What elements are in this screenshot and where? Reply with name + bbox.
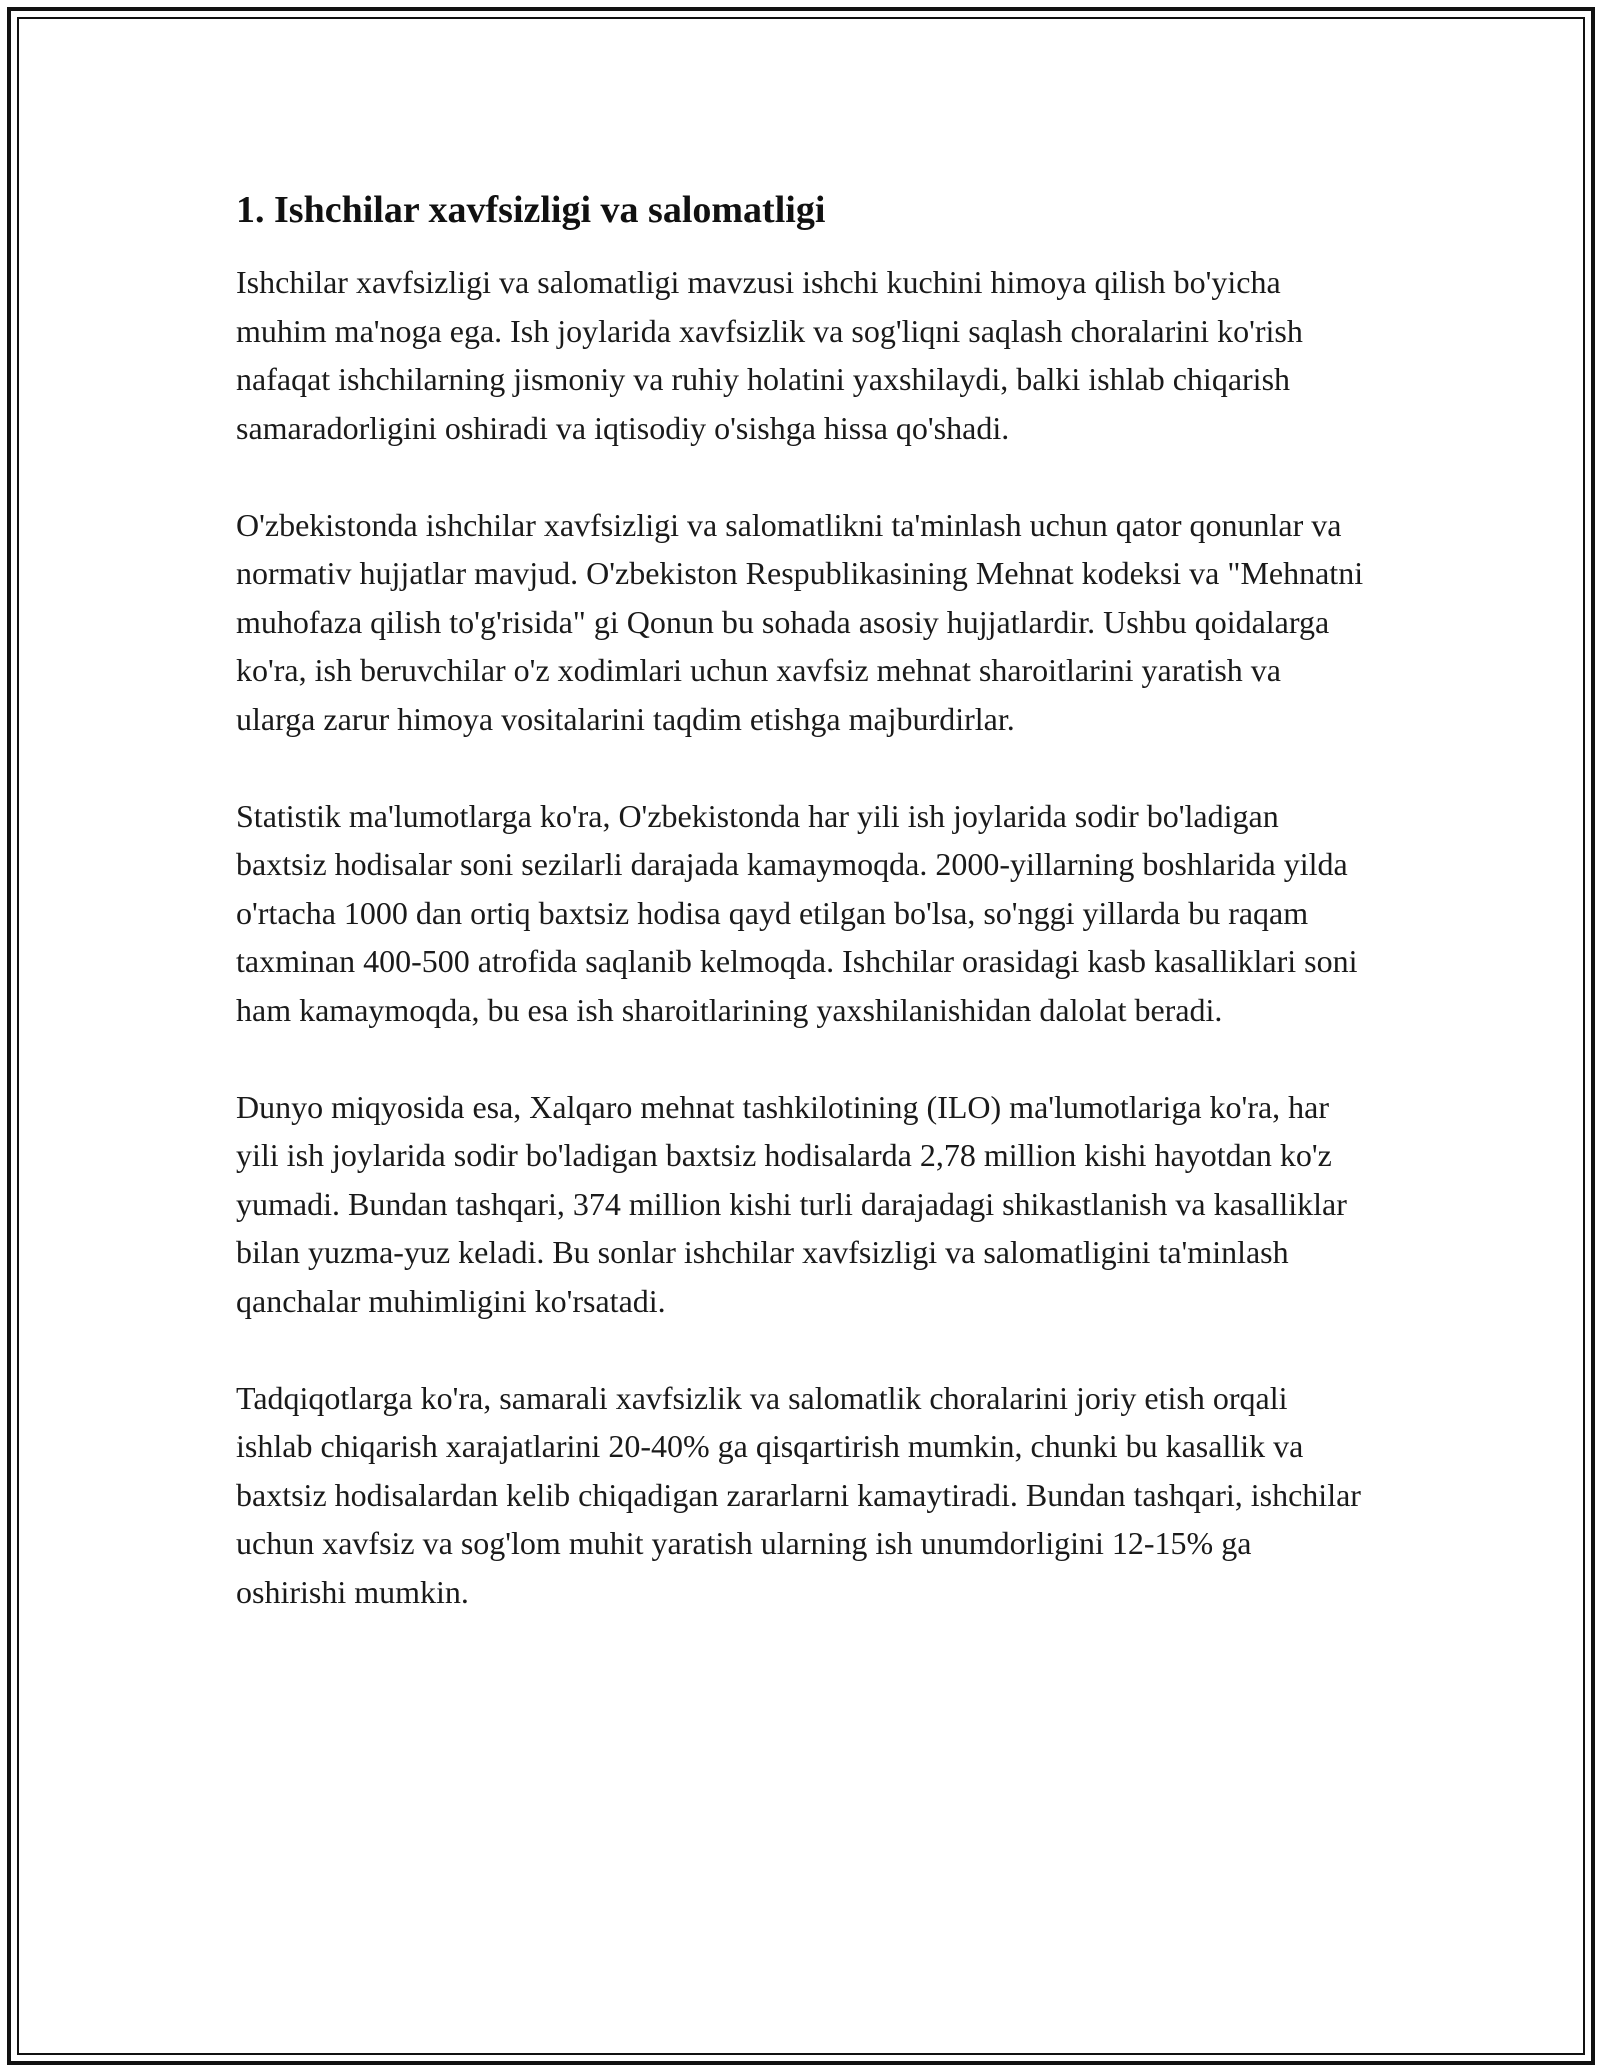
document-body	[236, 186, 1366, 1665]
paragraph-research-findings: Tadqiqotlarga ko'ra, samarali xavfsizlik va salomatlik choralarini joriy etish orqali ishlab chiqarish xarajatlarini 20-40% ga qisqartirish mumkin, chunki bu kasallik va baxtsiz hodisalardan kelib chiqadigan zararlarni kamaytiradi. Bundan tashqari, ishchilar uchun xavfsiz va sog'lom muhit yaratish ularning ish unumdorligini 12-15% ga oshirishi mumkin.	[236, 1379, 1361, 1610]
paragraph-intro: Ishchilar xavfsizligi va salomatligi mavzusi ishchi kuchini himoya qilish bo'yicha muhim ma'noga ega. Ish joylarida xavfsizlik va sog'liqni saqlash choralarini ko'rish nafaqat ishchilarning jismoniy va ruhiy holatini yaxshilaydi, balki ishlab chiqarish samaradorligini oshiradi va iqtisodiy o'sishga hissa qo'shadi.	[236, 264, 1303, 446]
paragraph-global-statistics: Dunyo miqyosida esa, Xalqaro mehnat tashkilotining (ILO) ma'lumotlariga ko'ra, har yili ish joylarida sodir bo'ladigan baxtsiz hodisalarda 2,78 million kishi hayotdan ko'z yumadi. Bundan tashqari, 374 million kishi turli darajadagi shikastlanish va kasalliklar bilan yuzma-yuz keladi. Bu sonlar ishchilar xavfsizligi va salomatligini ta'minlash qanchalar muhimligini ko'rsatadi.	[236, 1088, 1347, 1319]
section-heading: 1. Ishchilar xavfsizligi va salomatligi	[236, 189, 826, 231]
paragraph-legislation: O'zbekistonda ishchilar xavfsizligi va salomatlikni ta'minlash uchun qator qonunlar va normativ hujjatlar mavjud. O'zbekiston Respublikasining Mehnat kodeksi va "Mehnatni muhofaza qilish to'g'risida" gi Qonun bu sohada asosiy hujjatlardir. Ushbu qoidalarga ko'ra, ish beruvchilar o'z xodimlari uchun xavfsiz mehnat sharoitlarini yaratish va ularga zarur himoya vositalarini taqdim etishga majburdirlar.	[236, 506, 1364, 737]
paragraph-national-statistics: Statistik ma'lumotlarga ko'ra, O'zbekistonda har yili ish joylarida sodir bo'ladigan baxtsiz hodisalar soni sezilarli darajada kamaymoqda. 2000-yillarning boshlarida yilda o'rtacha 1000 dan ortiq baxtsiz hodisa qayd etilgan bo'lsa, so'nggi yillarda bu raqam taxminan 400-500 atrofida saqlanib kelmoqda. Ishchilar orasidagi kasb kasalliklari soni ham kamaymoqda, bu esa ish sharoitlarining yaxshilanishidan dalolat beradi.	[236, 797, 1358, 1028]
